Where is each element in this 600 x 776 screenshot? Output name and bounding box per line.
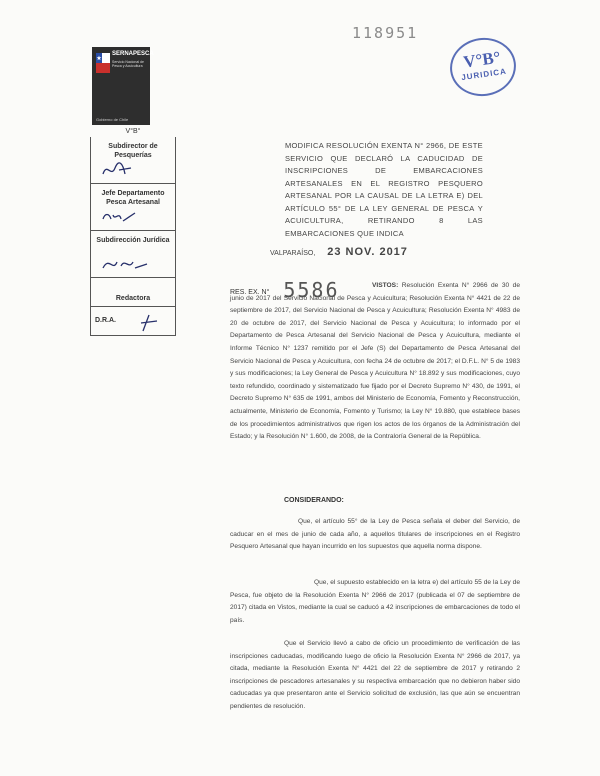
approval-sidebar bbox=[90, 128, 176, 336]
approval-box-label: Subdirección Jurídica bbox=[96, 237, 170, 244]
vistos-text: Resolución Exenta N° 2966 de 30 de junio de 2017 del Servicio Nacional de Pesca y Acuicultura; Resolución Exenta N° 4421 de 22 de septiembre de 2017, del Servicio Nacional de Pesca y Acuicultura; Resolución Exenta N° 4983 de 20 de octubre de 2017, del Servicio Nacional de Pesca y Acuicultura; lo informado por el Departamento de Pesca Artesanal del Servicio Nacional de Pesca y Acuicultura, mediante el Informe Técnico N° 1237 remitido por el Jefe (S) del Departamento de Pesca Artesanal del Servicio Nacional de Pesca y Acuicultura, con fecha 24 de octubre de 2017; el D.F.L. N° 5 de 1983 y sus modificaciones; la Ley General de Pesca y Acuicultura N° 18.892 y sus modificaciones, cuyo texto refundido, coordinado y sistematizado fue fijado por el Decreto Supremo N° 430, de 1991, el Decreto Supremo N° 635 de 1991, ambos del Ministerio de Economía, Fomento y Reconstrucción, actualmente, Ministerio de Economía, Fomento y Turismo; la Ley N° 19.880, que establece bases de los procedimientos administrativos que rigen los actos de los órganos de la Administración del Estado; y la Resolución N° 1.600, de 2008, de la Contraloría General de la República. bbox=[230, 282, 520, 441]
approval-box-label: Redactora bbox=[115, 295, 151, 302]
stamp-vb-text: V°B° bbox=[462, 47, 502, 72]
logo-org-name: SERNAPESCA bbox=[112, 51, 154, 57]
approval-box-subdirector bbox=[90, 137, 176, 184]
signature-icon bbox=[101, 254, 151, 274]
vistos-label: VISTOS: bbox=[372, 282, 399, 289]
approval-box-juridica bbox=[90, 231, 176, 278]
considerando-paragraph: Que, el supuesto establecido en la letra e) del artículo 55 de la Ley de Pesca, fue objeto de la Resolución Exenta N° 2966 de 2017 (publicada el 07 de septiembre de 2017) citada en Vistos, mediante la cual se caducó a 42 inscripciones de embarcaciones de todo el país. bbox=[230, 579, 520, 624]
stamp-juridica-text: JURIDICA bbox=[460, 66, 508, 83]
signature-icon bbox=[101, 160, 141, 180]
logo-gov-text: Gobierno de Chile bbox=[96, 117, 129, 122]
vistos-paragraph bbox=[230, 280, 520, 444]
date-line bbox=[270, 246, 408, 258]
chile-flag-icon bbox=[96, 53, 110, 73]
date-place: VALPARAÍSO, bbox=[270, 250, 316, 257]
approval-box-label: D.R.A. bbox=[95, 317, 116, 324]
considerando-heading: CONSIDERANDO: bbox=[284, 497, 344, 504]
considerando-paragraph: Que, el artículo 55° de la Ley de Pesca señala el deber del Servicio, de caducar en el mes de junio de cada año, a aquellos titulares de inscripciones en el Registro Pesquero Artesanal que hayan incurrido en los supuestos que aquella norma dispone. bbox=[230, 518, 520, 551]
sidebar-vb-label: V°B° bbox=[125, 128, 141, 135]
vb-juridica-stamp bbox=[446, 34, 519, 101]
resolution-number: 5586 bbox=[283, 278, 340, 302]
sernapesca-logo bbox=[92, 47, 154, 125]
document-title: MODIFICA RESOLUCIÓN EXENTA N° 2966, DE ESTE SERVICIO QUE DECLARÓ LA CADUCIDAD DE INSCRIPCIONES DE EMBARCACIONES ARTESANALES EN EL REGISTRO PESQUERO ARTESANAL POR LA CAUSAL DE LA LETRA E) DEL ARTÍCULO 55° DE LA LEY GENERAL DE PESCA Y ACUICULTURA, RETIRANDO 8 LAS EMBARCACIONES QUE INDICA bbox=[285, 141, 483, 238]
resolution-label: RES. EX. N° bbox=[230, 289, 270, 296]
date-stamp: 23 NOV. 2017 bbox=[327, 246, 408, 258]
approval-box-dra bbox=[90, 307, 176, 336]
logo-subtitle: Servicio Nacional de Pesca y Acuicultura bbox=[112, 60, 144, 68]
signature-icon bbox=[101, 207, 141, 227]
folio-number: 118951 bbox=[352, 24, 419, 42]
signature-icon bbox=[139, 313, 163, 333]
approval-box-redactora bbox=[90, 278, 176, 307]
approval-box-label: Jefe Departamento Pesca Artesanal bbox=[101, 190, 165, 206]
approval-box-jefe-pesca bbox=[90, 184, 176, 231]
considerando-paragraph: Que el Servicio llevó a cabo de oficio un procedimiento de verificación de las inscripciones caducadas, modificando luego de oficio la Resolución Exenta N° 2966 de 2017, ya citada, mediante la Resolución Exenta N° 4421 del 22 de septiembre de 2017 y retirando 2 inscripciones de pescadores artesanales y su respectiva embarcación que no debieron haber sido caducadas ya que presentaron ante el Servicio solicitud de exclusión, las que aún se encuentran pendientes de resolución. bbox=[230, 640, 520, 710]
approval-box-label: Subdirector de Pesquerías bbox=[108, 143, 158, 159]
